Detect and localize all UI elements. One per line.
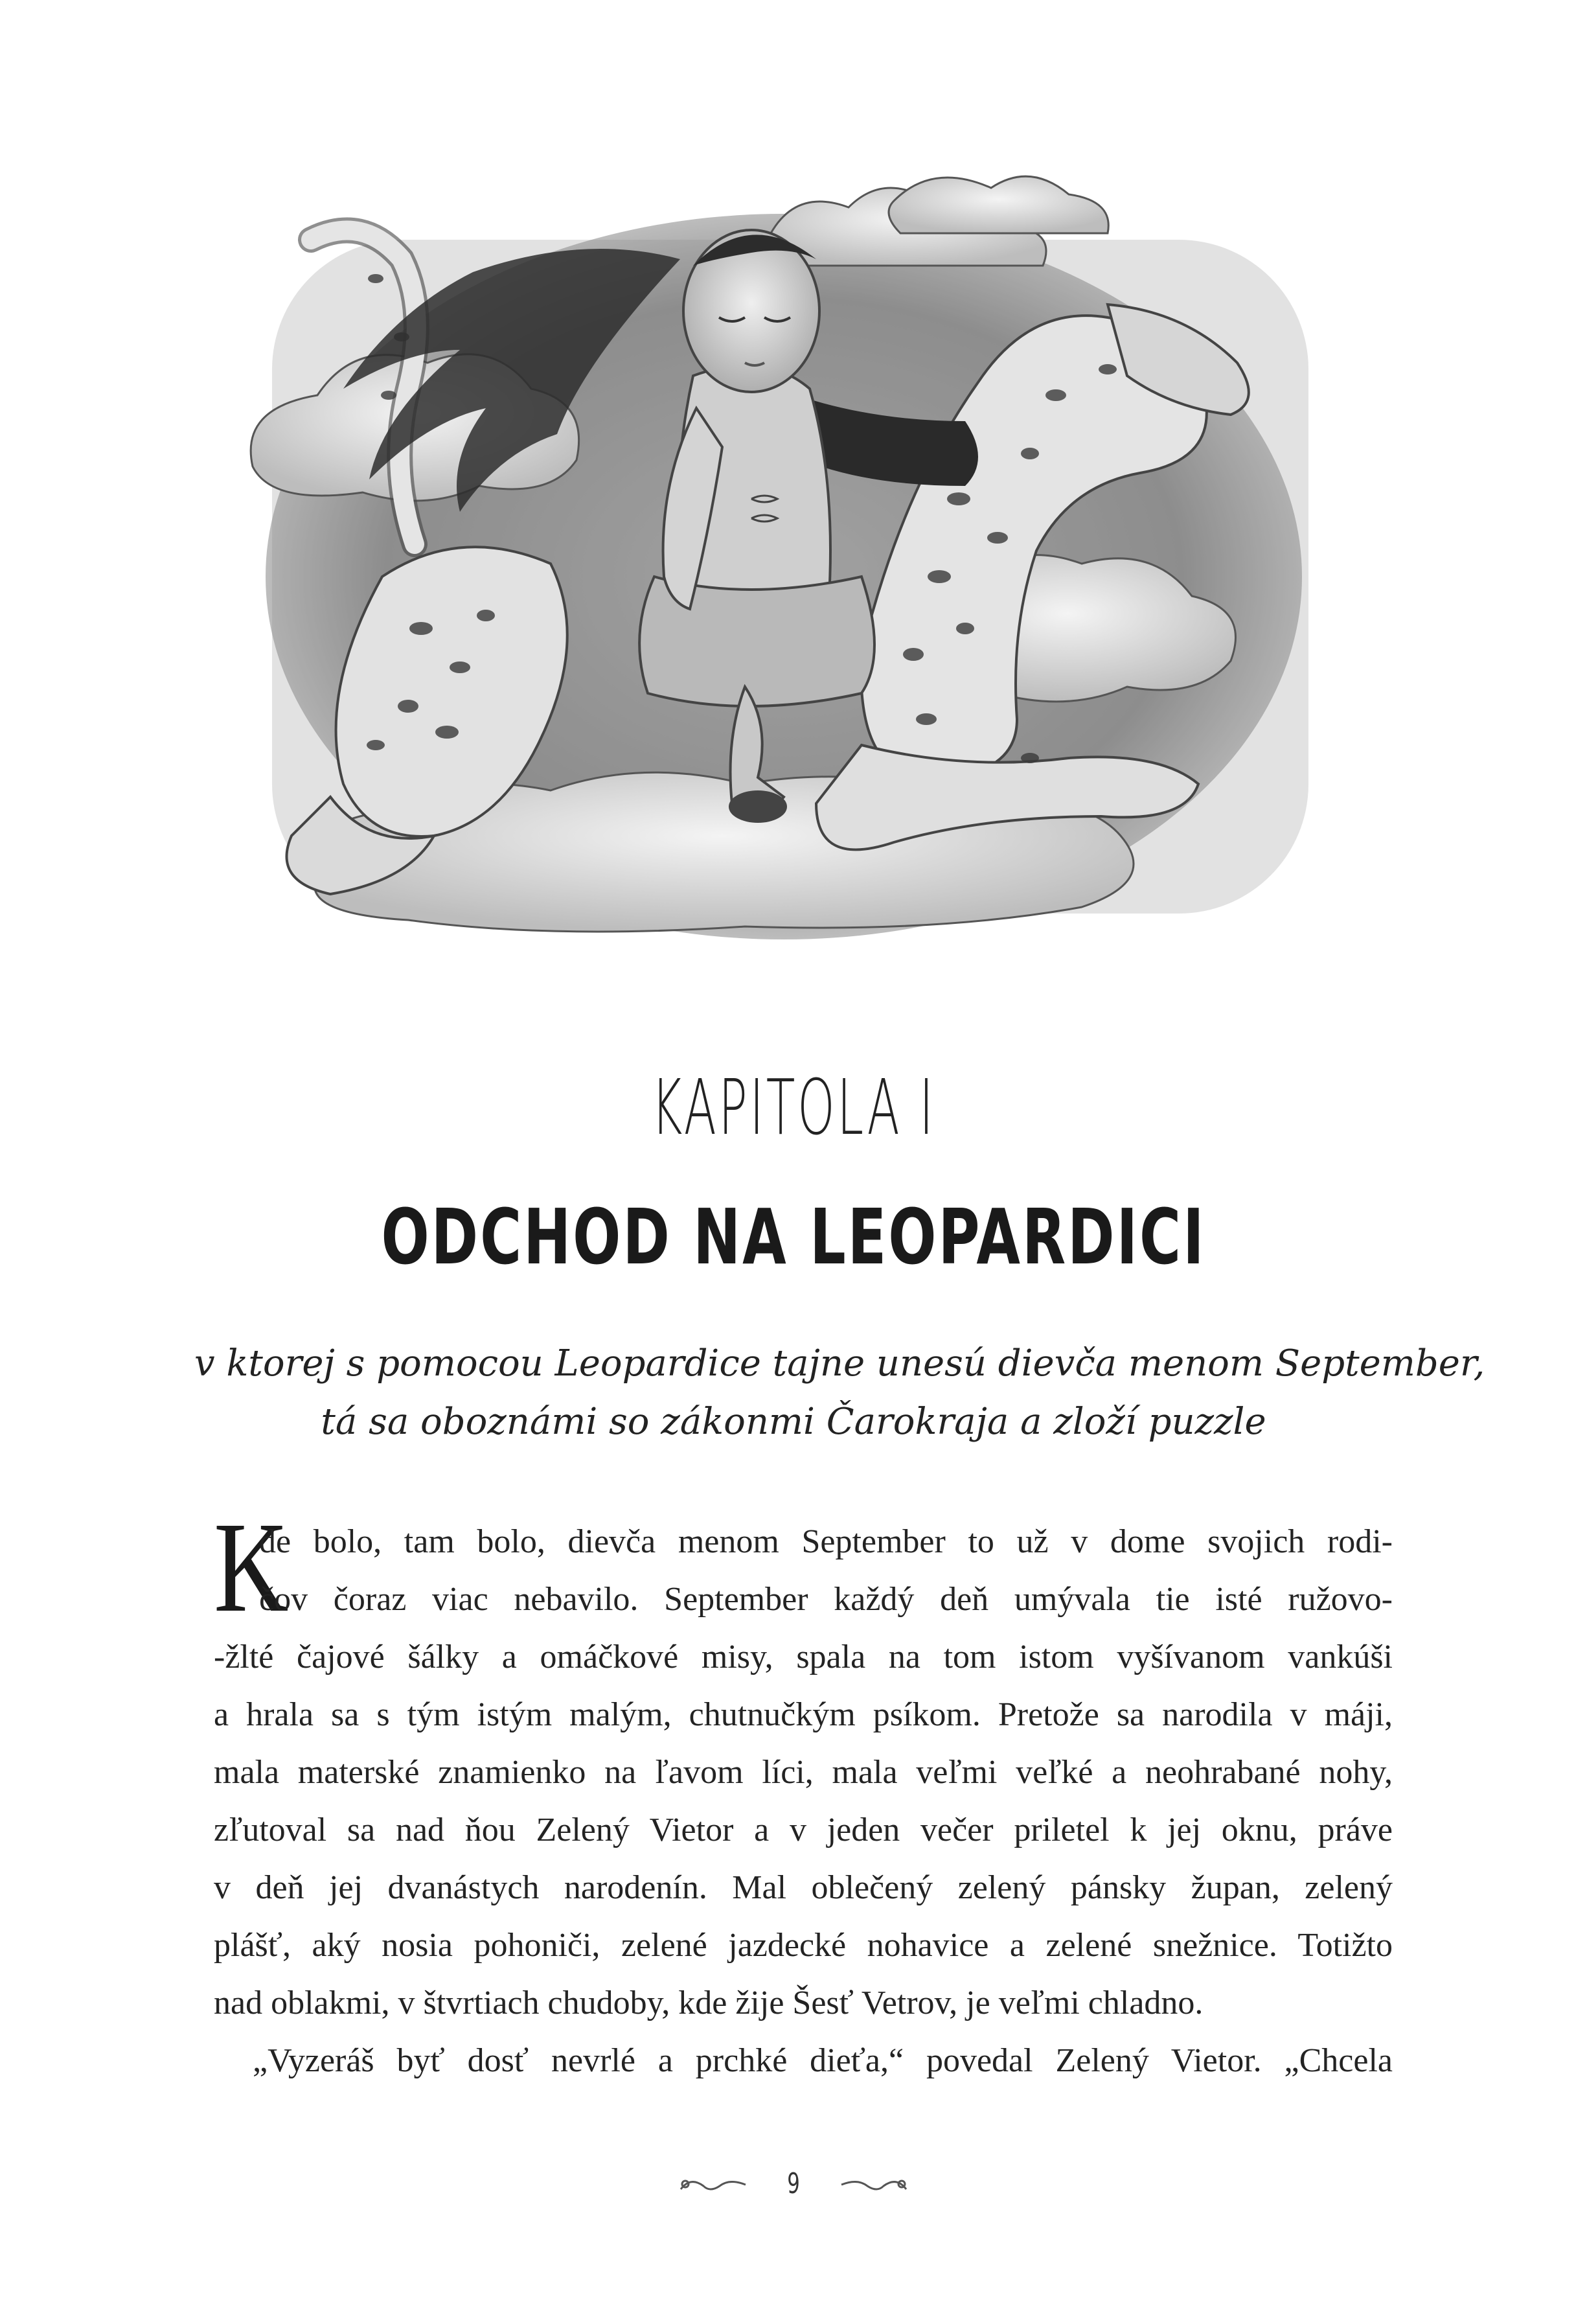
body-line: v deň jej dvanástych narodenín. Mal oblečený zelený pánsky župan, zelený (214, 1869, 1393, 1906)
girl-riding-leopard-icon (214, 162, 1367, 991)
page-number: 9 (787, 2167, 800, 2200)
body-line: zľutoval sa nad ňou Zelený Vietor a v jeden večer priletel k jej oknu, práve (214, 1812, 1393, 1848)
body-line: čov čoraz viac nebavilo. September každý deň umývala tie isté ružovo- (259, 1581, 1393, 1618)
body-line: mala materské znamienko na ľavom líci, mala veľmi veľké a neohrabané nohy, (214, 1754, 1393, 1791)
subtitle-line: tá sa oboznámi so zákonmi Čarokraja a zloží puzzle (321, 1401, 1266, 1443)
body-line: plášť, aký nosia pohoniči, zelené jazdecké nohavice a zelené snežnice. Totižto (214, 1927, 1393, 1964)
chapter-subtitle (194, 1335, 1485, 1451)
body-text (214, 1496, 1393, 2089)
chapter-title: ODCHOD NA LEOPARDICI (381, 1192, 1206, 1282)
body-line: de bolo, tam bolo, dievča menom September to už v dome svojich rodi- (259, 1523, 1393, 1560)
subtitle-line: v ktorej s pomocou Leopardice tajne unesú dievča menom September, (194, 1342, 1485, 1385)
right-flourish-icon (838, 2171, 909, 2197)
body-line: a hrala sa s tým istým malým, chutnučkým psíkom. Pretože sa narodila v máji, (214, 1696, 1393, 1733)
drop-cap: K (214, 1496, 289, 1639)
chapter-illustration (214, 162, 1367, 991)
page-footer (0, 2167, 1587, 2200)
left-flourish-icon (678, 2171, 749, 2197)
body-line: „Vyzeráš byť dosť nevrlé a prchké dieťa,“ povedal Zelený Vietor. „Chcela (253, 2042, 1393, 2079)
body-line: nad oblakmi, v štvrtiach chudoby, kde žije Šesť Vetrov, je veľmi chladno. (214, 1985, 1204, 2021)
chapter-number: KAPITOLA I (651, 1063, 936, 1152)
body-line: -žlté čajové šálky a omáčkové misy, spala na tom istom vyšívanom vankúši (214, 1639, 1393, 1675)
